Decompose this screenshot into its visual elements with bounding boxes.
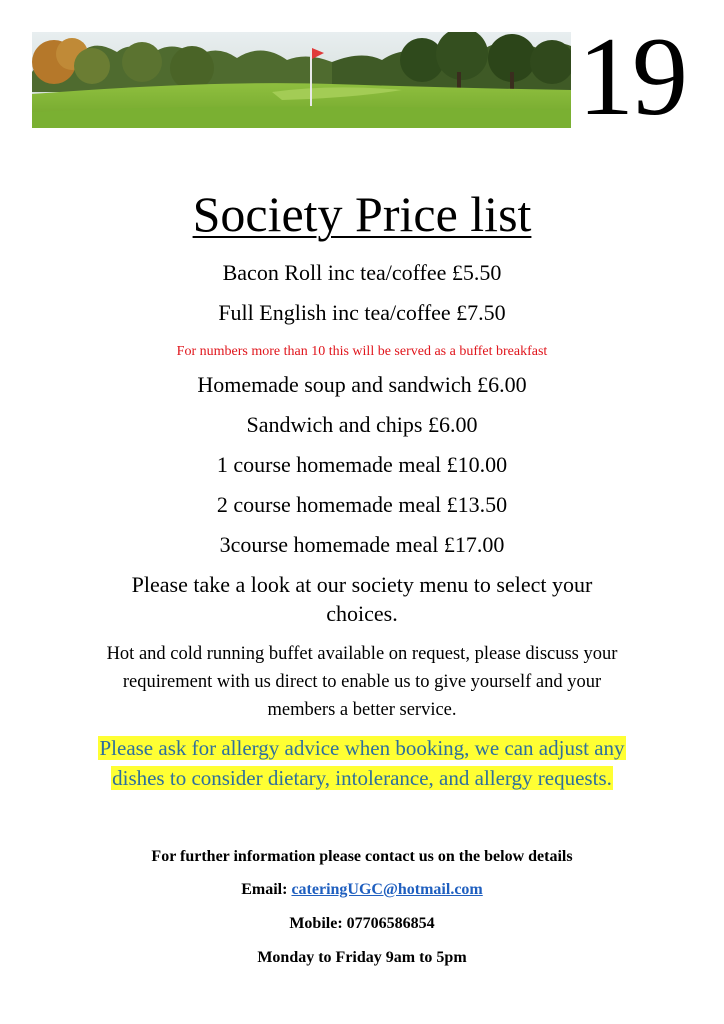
contact-hours: Monday to Friday 9am to 5pm (257, 949, 467, 966)
contact-email-line (0, 879, 724, 901)
allergy-advice (82, 733, 642, 793)
allergy-advice-text: Please ask for allergy advice when booking, we can adjust any dishes to consider dietary, intolerance, and allergy requests. (99, 736, 625, 790)
contact-mobile: Mobile: 07706586854 (289, 915, 435, 932)
email-link[interactable]: cateringUGC@hotmail.com (291, 881, 483, 898)
contact-intro: For further information please contact us on the below details (151, 848, 573, 865)
price-item: Full English inc tea/coffee £7.50 (218, 300, 506, 325)
price-item: 2 course homemade meal £13.50 (216, 492, 508, 517)
price-item: Bacon Roll inc tea/coffee £5.50 (222, 260, 502, 285)
buffet-info-text: Hot and cold running buffet available on request, please discuss your requirement with us direct to enable us to give yourself and your members a better service. (106, 644, 618, 720)
price-item: Sandwich and chips £6.00 (246, 412, 478, 437)
price-item: Homemade soup and sandwich £6.00 (197, 372, 527, 397)
price-item: 3course homemade meal £17.00 (219, 532, 505, 557)
society-menu-text: Please take a look at our society menu to select your choices. (131, 572, 593, 626)
page-number: 19 (578, 15, 686, 139)
buffet-breakfast-note: For numbers more than 10 this will be served as a buffet breakfast (176, 344, 548, 359)
price-item: 1 course homemade meal £10.00 (216, 452, 508, 477)
email-label: Email: (241, 881, 288, 898)
golf-course-photo (32, 32, 571, 128)
page-title: Society Price list (192, 186, 532, 242)
